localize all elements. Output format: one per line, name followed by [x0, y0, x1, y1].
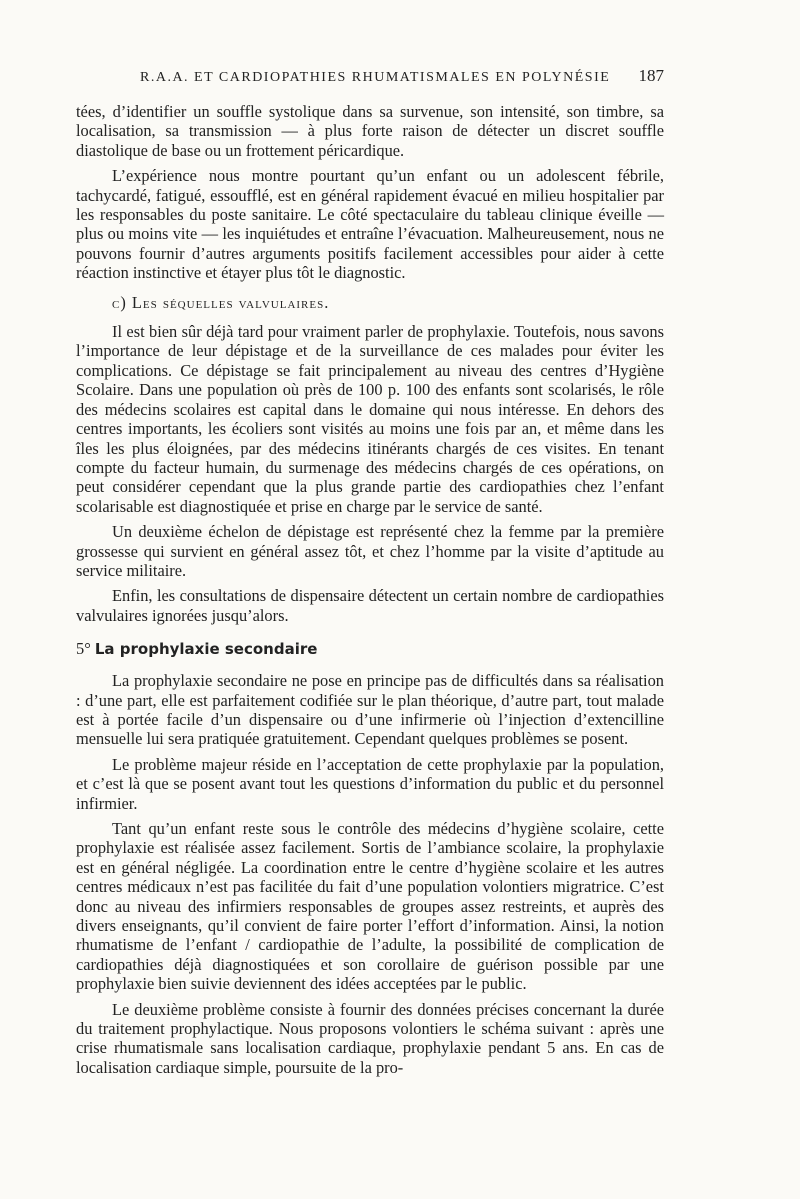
- section-heading: [76, 639, 664, 659]
- section-number: 5°: [76, 639, 91, 659]
- paragraph-4: Un deuxième échelon de dépistage est représenté chez la femme par la première grossesse qui survient en général assez tôt, et chez l’homme par la visite d’aptitude au service militaire.: [76, 522, 664, 580]
- running-header: [76, 66, 664, 94]
- page: [76, 66, 664, 1077]
- paragraph-9: Le deuxième problème consiste à fournir des données précises concernant la durée du traitement prophylactique. Nous proposons volontiers le schéma suivant : après une crise rhumatismale sans localisation cardiaque, prophylaxie pendant 5 ans. En cas de localisation cardiaque simple, poursuite de la pro-: [76, 999, 664, 1077]
- paragraph-2: L’expérience nous montre pourtant qu’un enfant ou un adolescent fébrile, tachycardé, fatigué, essoufflé, est en général rapidement évacué en milieu hospitalier par les responsables du poste sanitaire. Le côté spectaculaire du tableau clinique éveille — plus ou moins vite — les inquiétudes et entraîne l’évacuation. Malheureusement, nous ne pouvons fournir d’autres arguments positifs facilement accessibles pour aider à cette réaction instinctive et étayer plus tôt le diagnostic.: [76, 166, 664, 283]
- page-number: 187: [638, 66, 664, 85]
- paragraph-7: Le problème majeur réside en l’acceptation de cette prophylaxie par la population, et c’est là que se posent avant tout les questions d’information du public et du personnel infirmier.: [76, 754, 664, 813]
- paragraph-6: La prophylaxie secondaire ne pose en principe pas de difficultés dans sa réalisation : d’une part, elle est parfaitement codifiée sur le plan théorique, d’autre part, tout malade est à portée facile d’un dispensaire ou d’une infirmerie où l’injection d’extencilline mensuelle lui sera pratiquée gratuitement. Cependant quelques problèmes se posent.: [76, 671, 664, 749]
- subsection-heading: c) Les séquelles valvulaires.: [112, 292, 330, 312]
- paragraph-1: tées, d’identifier un souffle systolique dans sa survenue, son intensité, son timbre, sa localisation, sa transmission — à plus forte raison de détecter un discret souffle diastolique de base ou un frottement péricardique.: [76, 102, 664, 160]
- paragraph-5: Enfin, les consultations de dispensaire détectent un certain nombre de cardiopathies valvulaires ignorées jusqu’alors.: [76, 586, 664, 625]
- paragraph-3: Il est bien sûr déjà tard pour vraiment parler de prophylaxie. Toutefois, nous savons l’importance de leur dépistage et de la surveillance de ces malades pour éviter les complications. Ce dépistage se fait principalement au niveau des centres d’Hygiène Scolaire. Dans une population où près de 100 p. 100 des enfants sont scolarisés, le rôle des médecins scolaires est capital dans le domaine qui nous intéresse. En dehors des centres importants, les écoliers sont visités au moins une fois par an, et même dans les îles les plus éloignées, par des médecins itinérants chargés de ces visites. En tenant compte du facteur humain, du surmenage des médecins chargés de ces opérations, on peut considérer cependant que la plus grande partie des cardiopathies chez l’enfant scolarisable est diagnostiquée et prise en charge par le service de santé.: [76, 322, 664, 516]
- paragraph-8: Tant qu’un enfant reste sous le contrôle des médecins d’hygiène scolaire, cette prophylaxie est réalisée assez facilement. Sortis de l’ambiance scolaire, la prophylaxie est en général négligée. La coordination entre le centre d’hygiène scolaire et les autres centres médicaux n’est pas facilitée du fait d’une population volontiers migratrice. C’est donc au niveau des infirmiers responsables de groupes assez restreints, et auprès des divers enseignants, qu’il convient de faire porter l’effort d’information. Ainsi, la notion rhumatisme de l’enfant / cardiopathie de l’adulte, la possibilité de complication de cardiopathies déjà diagnostiquées et son corollaire de guérison possible par une prophylaxie bien suivie deviennent des idées acceptées par le public.: [76, 819, 664, 994]
- running-title: R.A.A. ET CARDIOPATHIES RHUMATISMALES EN POLYNÉSIE: [140, 70, 611, 85]
- section-title: La prophylaxie secondaire: [94, 640, 318, 659]
